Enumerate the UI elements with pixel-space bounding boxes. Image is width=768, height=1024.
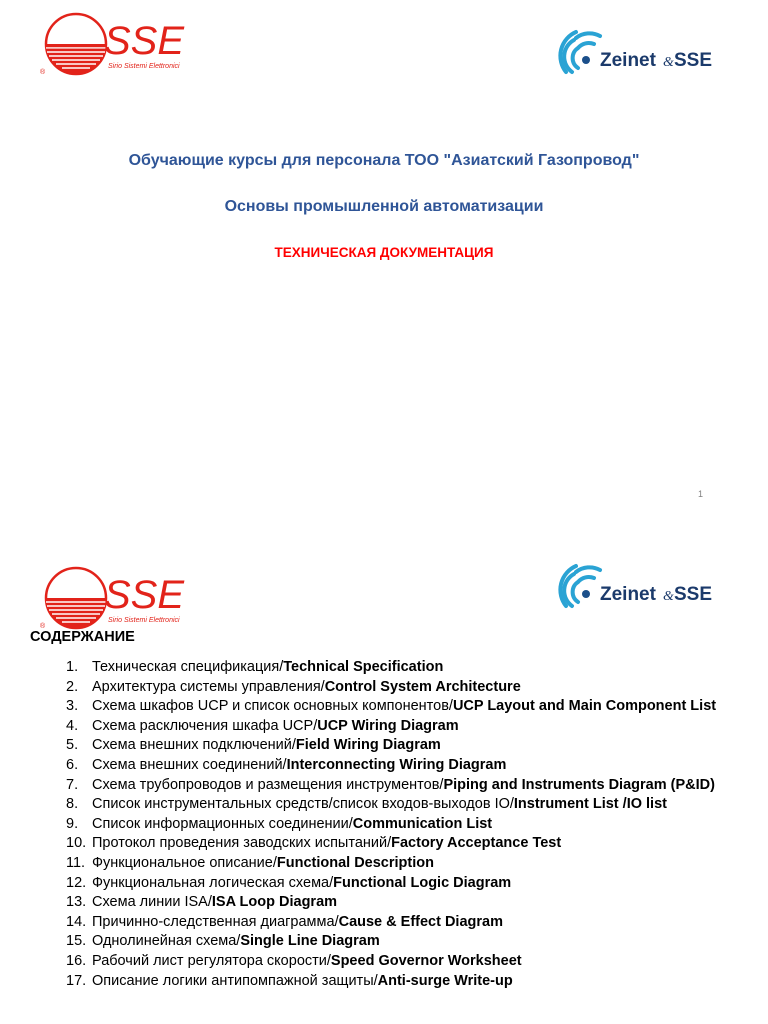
contents-item-en: UCP Layout and Main Component List [452, 698, 717, 715]
contents-item-ru: Описание логики антипомпажной защиты/ [92, 972, 378, 989]
contents-item-ru: Функциональная логическая схема/ [92, 874, 334, 891]
sse-logo [38, 8, 208, 80]
contents-item [52, 952, 752, 972]
sse-logo-text: SSE [104, 19, 185, 63]
contents-item-number: 3. [66, 698, 79, 715]
sse-logo [38, 562, 208, 634]
course-title: Обучающие курсы для персонала ТОО "Азиатский Газопровод" [128, 152, 640, 169]
contents-item [52, 815, 752, 835]
contents-item-number: 14. [66, 913, 87, 930]
contents-item [52, 913, 752, 933]
sse-logo-reg: ® [40, 69, 46, 76]
contents-item-ru: Схема внешних подключений/ [92, 737, 296, 754]
contents-heading: СОДЕРЖАНИЕ [30, 629, 135, 645]
contents-item-ru: Протокол проведения заводских испытаний/ [92, 835, 392, 852]
contents-item-ru: Список инструментальных средств/список входов-выходов IO/ [92, 796, 514, 813]
zeinet-logo [556, 560, 736, 612]
contents-item-ru: Однолинейная схема/ [92, 933, 241, 950]
contents-item [52, 756, 752, 776]
zeinet-logo [556, 26, 736, 78]
contents-item-number: 10. [66, 835, 87, 852]
contents-item-en: UCP Wiring Diagram [317, 717, 459, 734]
contents-item [52, 776, 752, 796]
contents-item-ru: Схема шкафов UCP и список основных компонентов/ [92, 698, 453, 715]
course-subtitle: Основы промышленной автоматизации [224, 198, 544, 215]
sse-logo-reg: ® [40, 623, 46, 630]
contents-item-ru: Схема трубопроводов и размещения инструментов/ [92, 776, 444, 793]
contents-item-en: Technical Specification [283, 659, 444, 675]
zeinet-logo-amp: & [663, 55, 674, 70]
contents-item-ru: Схема расключения шкафа UCP/ [92, 717, 318, 734]
contents-item [52, 658, 752, 678]
contents-item-ru: Список информационных соединении/ [92, 815, 353, 832]
contents-item-en: ISA Loop Diagram [211, 894, 338, 911]
contents-item [52, 893, 752, 913]
contents-item-en: Interconnecting Wiring Diagram [286, 756, 507, 773]
zeinet-logo-sse: SSE [674, 50, 713, 71]
contents-item-number: 11. [66, 854, 86, 871]
contents-item-en: Piping and Instruments Diagram (P&ID) [443, 776, 715, 793]
contents-item-ru: Причинно-следственная диаграмма/ [92, 913, 339, 930]
contents-item-number: 6. [66, 756, 79, 773]
contents-item [52, 874, 752, 894]
contents-item [52, 717, 752, 737]
contents-item-number: 9. [66, 815, 79, 832]
slide-contents [0, 540, 768, 1024]
contents-item-ru: Схема внешних соединений/ [92, 756, 287, 773]
contents-item-ru: Архитектура системы управления/ [92, 678, 325, 695]
section-title: ТЕХНИЧЕСКАЯ ДОКУМЕНТАЦИЯ [274, 245, 494, 260]
contents-item-number: 8. [66, 796, 79, 813]
sse-logo-tagline: Sirio Sistemi Elettronici [108, 617, 180, 624]
contents-item [52, 932, 752, 952]
contents-item-number: 5. [66, 737, 79, 754]
zeinet-logo-text: Zeinet [600, 50, 656, 71]
contents-item-en: Single Line Diagram [240, 933, 380, 950]
contents-item-ru: Схема линии ISA/ [92, 894, 212, 911]
contents-item-number: 12. [66, 874, 87, 891]
sse-logo-text: SSE [104, 573, 185, 617]
contents-item [52, 678, 752, 698]
contents-list [52, 658, 752, 991]
contents-item-en: Communication List [352, 815, 493, 832]
contents-item [52, 854, 752, 874]
contents-item-number: 7. [66, 776, 79, 793]
contents-item-number: 16. [66, 952, 87, 969]
contents-item-en: Control System Architecture [324, 678, 521, 695]
contents-item-en: Cause & Effect Diagram [338, 913, 503, 930]
zeinet-logo-sse: SSE [674, 584, 713, 605]
contents-item-number: 2. [66, 678, 79, 695]
contents-item-en: Factory Acceptance Test [391, 835, 562, 852]
contents-item-en: Functional Description [276, 854, 434, 871]
contents-item-en: Instrument List /IO list [513, 796, 667, 813]
contents-item-en: Speed Governor Worksheet [330, 952, 522, 969]
contents-item-number: 4. [66, 717, 79, 734]
contents-item-en: Anti-surge Write-up [377, 972, 513, 989]
zeinet-logo-text: Zeinet [600, 584, 656, 605]
contents-item-ru: Функциональное описание/ [92, 854, 277, 871]
contents-item-ru: Рабочий лист регулятора скорости/ [92, 952, 331, 969]
contents-item-en: Field Wiring Diagram [295, 737, 441, 754]
contents-item [52, 972, 752, 992]
contents-item-number: 15. [66, 933, 87, 950]
contents-item [52, 736, 752, 756]
contents-item-number: 1. [66, 659, 79, 675]
contents-item [52, 834, 752, 854]
contents-item-en: Functional Logic Diagram [333, 874, 512, 891]
contents-item [52, 795, 752, 815]
contents-item-number: 13. [66, 894, 87, 911]
contents-item-number: 17. [66, 972, 87, 989]
sse-logo-tagline: Sirio Sistemi Elettronici [108, 63, 180, 70]
zeinet-logo-amp: & [663, 589, 674, 604]
contents-item-ru: Техническая спецификация/ [92, 659, 284, 675]
page-number: 1 [698, 489, 704, 499]
contents-item [52, 697, 752, 717]
